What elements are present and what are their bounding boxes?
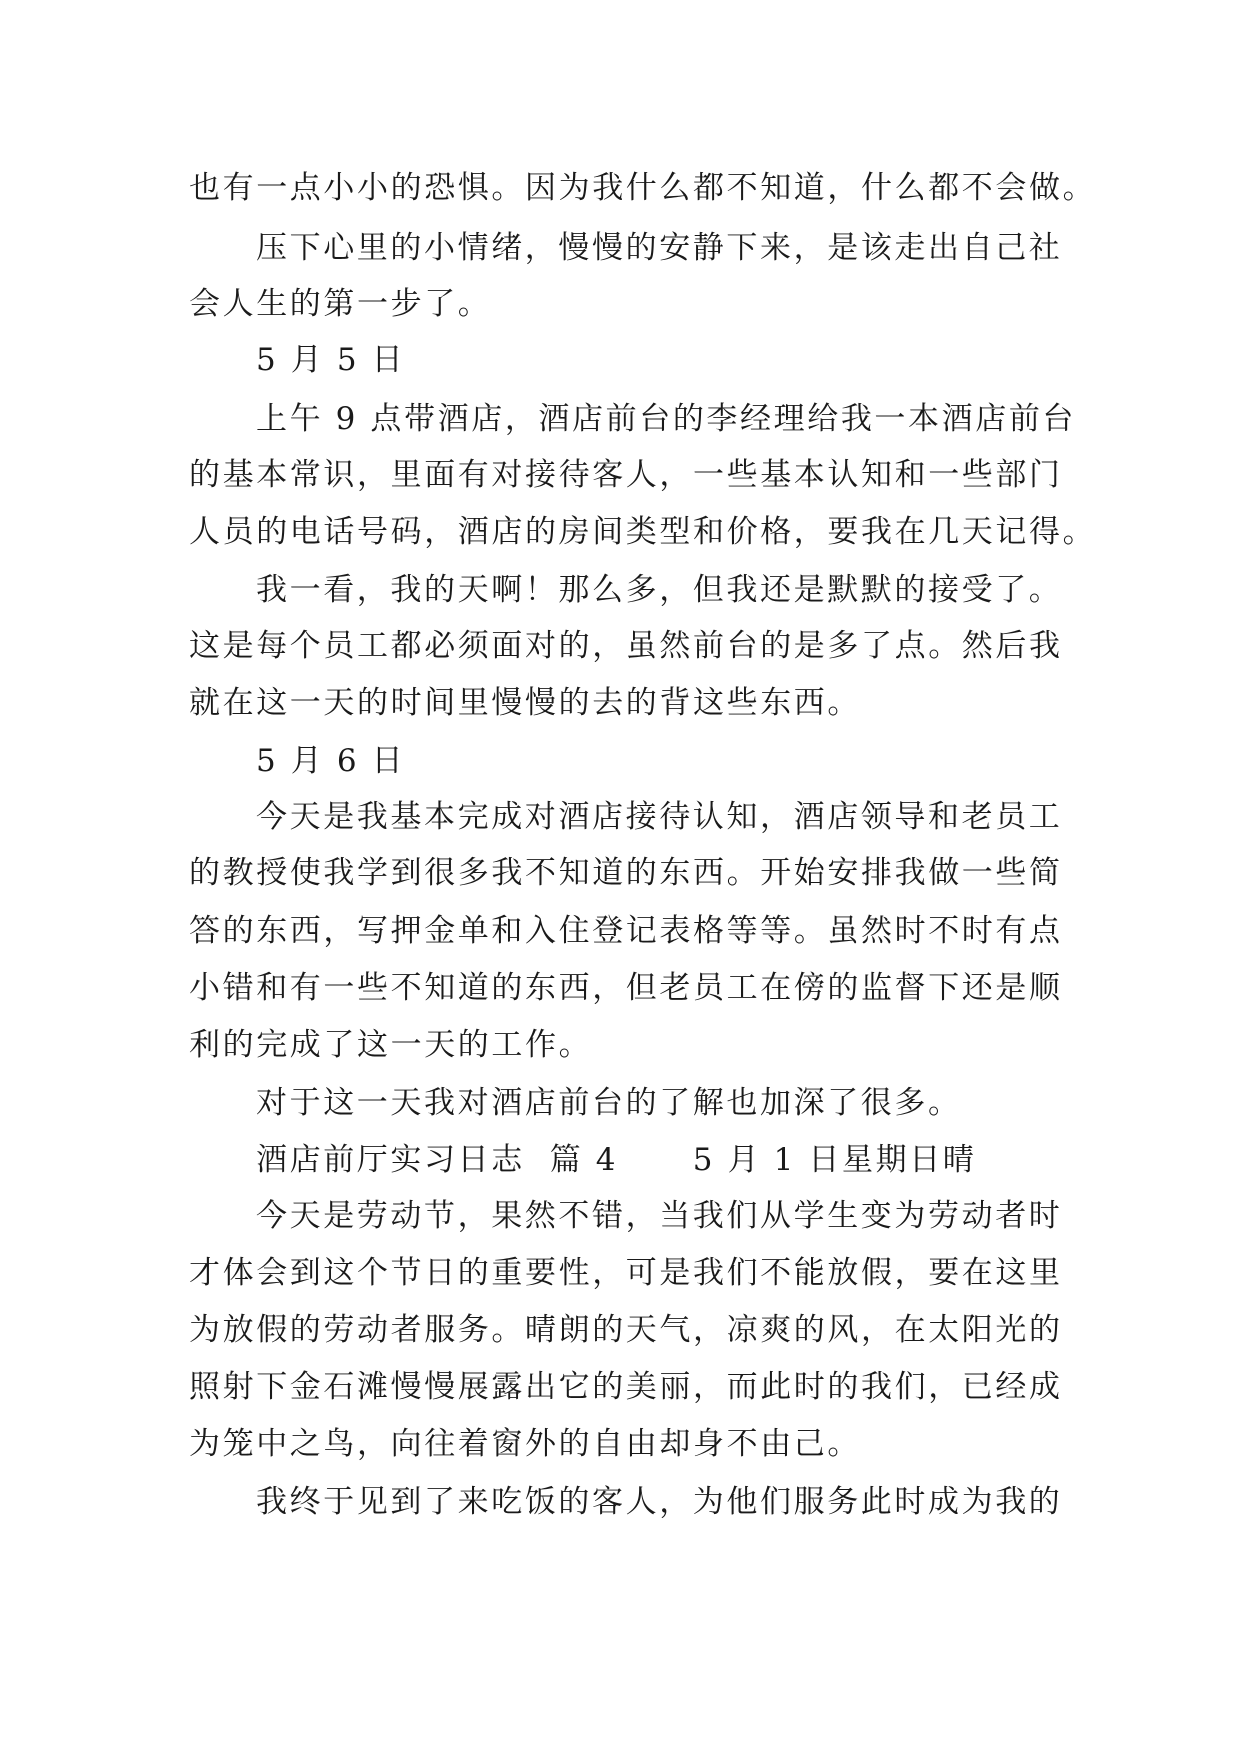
text-line: 照射下金石滩慢慢展露出它的美丽，而此时的我们，已经成 xyxy=(189,1369,1063,1405)
text-line: 我一看，我的天啊！那么多，但我还是默默的接受了。 xyxy=(256,572,1063,608)
text-line: 答的东西，写押金单和入住登记表格等等。虽然时不时有点 xyxy=(189,913,1063,949)
text-line: 这是每个员工都必须面对的，虽然前台的是多了点。然后我 xyxy=(189,628,1063,664)
text-line: 利的完成了这一天的工作。 xyxy=(189,1027,593,1063)
text-line: 小错和有一些不知道的东西，但老员工在傍的监督下还是顺 xyxy=(189,970,1063,1006)
date-heading: 5 月 6 日 xyxy=(256,743,406,779)
text-line: 对于这一天我对酒店前台的了解也加深了很多。 xyxy=(256,1085,962,1121)
text-line: 上午 9 点带酒店，酒店前台的李经理给我一本酒店前台 xyxy=(256,401,1077,437)
text-line: 我终于见到了来吃饭的客人，为他们服务此时成为我的 xyxy=(256,1484,1063,1520)
text-line: 会人生的第一步了。 xyxy=(189,286,492,322)
text-line: 的教授使我学到很多我不知道的东西。开始安排我做一些简 xyxy=(189,855,1063,891)
text-line: 就在这一天的时间里慢慢的去的背这些东西。 xyxy=(189,685,861,721)
text-line: 的基本常识，里面有对接待客人，一些基本认知和一些部门 xyxy=(189,457,1063,493)
text-line: 也有一点小小的恐惧。因为我什么都不知道，什么都不会做。 xyxy=(189,170,1097,206)
section-heading: 酒店前厅实习日志 篇 4 5 月 1 日星期日晴 xyxy=(256,1142,977,1178)
text-line: 为放假的劳动者服务。晴朗的天气，凉爽的风，在太阳光的 xyxy=(189,1312,1063,1348)
text-line: 今天是我基本完成对酒店接待认知，酒店领导和老员工 xyxy=(256,799,1063,835)
date-heading: 5 月 5 日 xyxy=(256,342,406,378)
text-line: 今天是劳动节，果然不错，当我们从学生变为劳动者时 xyxy=(256,1198,1063,1234)
text-line: 才体会到这个节日的重要性，可是我们不能放假，要在这里 xyxy=(189,1255,1063,1291)
text-line: 人员的电话号码，酒店的房间类型和价格，要我在几天记得。 xyxy=(189,514,1097,550)
text-line: 为笼中之鸟，向往着窗外的自由却身不由己。 xyxy=(189,1426,861,1462)
text-line: 压下心里的小情绪，慢慢的安静下来，是该走出自己社 xyxy=(256,230,1063,266)
